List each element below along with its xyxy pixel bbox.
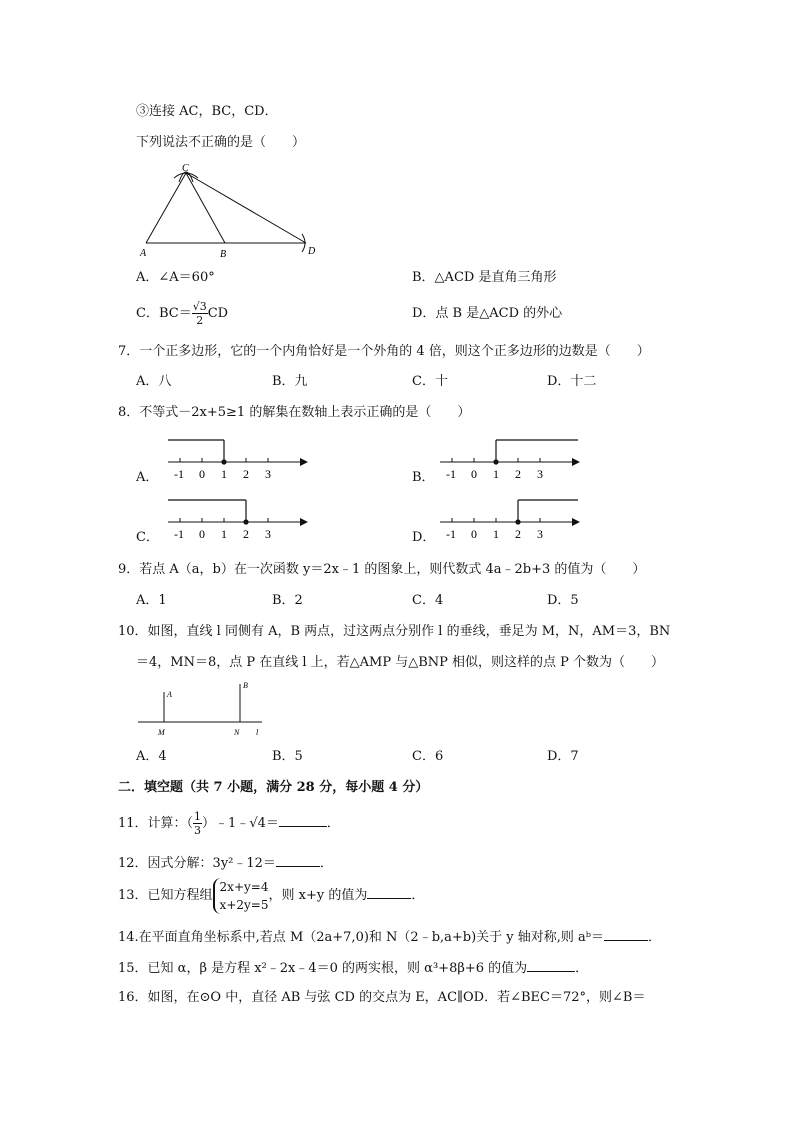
q11 (118, 810, 340, 837)
q6-step3: ③连接 AC，BC，CD． (136, 104, 278, 119)
q10-label-A: A (167, 690, 172, 699)
q8-option-d-label: D． (412, 530, 436, 545)
q9-option-b: B．2 (272, 593, 303, 608)
tick-label: 2 (515, 527, 521, 541)
q10-label-l: l (256, 728, 259, 737)
axis-arrow (300, 458, 308, 466)
q7-option-a: A．八 (136, 374, 172, 389)
q13-answer-blank[interactable] (367, 884, 411, 899)
q13-end: ． (411, 888, 425, 903)
q6-prompt: 下列说法不正确的是（ ） (136, 135, 306, 150)
q6-option-c-fraction: $\frac{√3}{2}$ (192, 300, 207, 327)
q6-option-d: D．点 B 是△ACD 的外心 (412, 306, 563, 321)
q6-triangle-figure (136, 160, 336, 260)
q9-option-c: C．4 (412, 593, 444, 608)
tick-label: 3 (537, 467, 543, 481)
q10-line1: 10．如图，直线 l 同侧有 A，B 两点，过这两点分别作 l 的垂线，垂足为 M，N，AM＝3，BN (118, 624, 671, 639)
q13-prefix: 13．已知方程组 (118, 888, 213, 903)
q6-option-a: A．∠A＝60° (136, 270, 215, 285)
q8-numberline-b (432, 436, 582, 486)
q9-text: 9．若点 A（a，b）在一次函数 y＝2x﹣1 的图象上，则代数式 4a﹣2b+3 的值为（ ） (118, 562, 646, 577)
q10-option-d: D．7 (547, 749, 579, 764)
axis-arrow (572, 518, 580, 526)
tick-label: 0 (471, 467, 477, 481)
q7-option-b: B．九 (272, 374, 308, 389)
q10-label-N: N (234, 728, 240, 737)
tick-label: 0 (471, 527, 477, 541)
q15-answer-blank[interactable] (527, 957, 575, 972)
q13 (118, 876, 424, 916)
q8-numberline-d (432, 496, 582, 546)
tick-label: 3 (537, 527, 543, 541)
tick-label: -1 (174, 527, 184, 541)
q13-equation-system: 2x+y=4 x+2y=5 (213, 878, 269, 914)
solution-point (243, 519, 248, 524)
q6-option-c (136, 300, 228, 327)
tick-label: 1 (221, 467, 227, 481)
q7-text: 7．一个正多边形，它的一个内角恰好是一个外角的 4 倍，则这个正多边形的边数是（ ） (118, 344, 650, 359)
q14-text: 14.在平面直角坐标系中,若点 M（2a+7,0)和 N（2﹣b,a+b)关于 y 轴对称,则 aᵇ＝ (118, 930, 605, 945)
tick-label: 2 (243, 467, 249, 481)
tick-label: 0 (199, 527, 205, 541)
q13-suffix: ，则 x+y 的值为 (268, 888, 368, 903)
axis-arrow (300, 518, 308, 526)
q12 (118, 852, 333, 874)
q11-answer-blank[interactable] (279, 812, 327, 827)
tick-label: 1 (221, 527, 227, 541)
q6-label-B: B (220, 249, 227, 260)
q15-end: ． (575, 961, 589, 976)
q16-text: 16．如图，在⊙O 中，直径 AB 与弦 CD 的交点为 E，AC∥OD．若∠BEC＝72°，则∠B＝ (118, 990, 646, 1005)
q8-text: 8．不等式－2x+5≥1 的解集在数轴上表示正确的是（ ） (118, 405, 471, 420)
q8-option-b-label: B． (412, 470, 435, 485)
q11-fraction: $\frac{1}{3}$ (194, 810, 202, 837)
tick-label: -1 (174, 467, 184, 481)
tick-label: 3 (265, 527, 271, 541)
q14-answer-blank[interactable] (604, 926, 648, 941)
q8-option-a-label: A． (136, 470, 159, 485)
q14 (118, 926, 661, 948)
solution-point (515, 519, 520, 524)
q12-answer-blank[interactable] (276, 852, 320, 867)
q11-end: ． (326, 816, 340, 831)
solution-point (221, 459, 226, 464)
q7-option-c: C．十 (412, 374, 448, 389)
q6-label-A: A (140, 248, 147, 259)
q7-option-d: D．十二 (547, 374, 597, 389)
tick-label: -1 (446, 527, 456, 541)
q8-numberline-a (160, 436, 310, 486)
q10-label-M: M (158, 728, 165, 737)
q14-end: ． (648, 930, 662, 945)
q15 (118, 957, 588, 979)
tick-label: 1 (493, 467, 499, 481)
q10-option-c: C．6 (412, 749, 444, 764)
tick-label: 2 (515, 467, 521, 481)
solution-point (493, 459, 498, 464)
tick-label: 2 (243, 527, 249, 541)
tick-label: 0 (199, 467, 205, 481)
tick-label: -1 (446, 467, 456, 481)
q10-label-B: B (243, 681, 248, 690)
q12-end: ． (319, 856, 333, 871)
q8-numberline-c (160, 496, 310, 546)
q11-prefix: 11．计算：（ (118, 816, 194, 831)
q10-option-b: B．5 (272, 749, 303, 764)
axis-arrow (572, 458, 580, 466)
q10-figure (136, 678, 276, 738)
q15-text: 15．已知 α，β 是方程 x²﹣2x﹣4＝0 的两实根，则 α³+8β+6 的值为 (118, 961, 528, 976)
q6-label-D: D (308, 246, 316, 257)
tick-label: 3 (265, 467, 271, 481)
section-2-heading: 二．填空题（共 7 小题，满分 28 分，每小题 4 分） (118, 780, 429, 795)
q9-option-a: A．1 (136, 593, 167, 608)
q11-suffix: ）﹣1﹣√4＝ (202, 816, 279, 831)
q6-option-c-prefix: C．BC＝ (136, 306, 192, 321)
q6-option-b: B．△ACD 是直角三角形 (412, 270, 557, 285)
q12-text: 12．因式分解：3y²﹣12＝ (118, 856, 276, 871)
q6-label-C: C (182, 163, 189, 174)
tick-label: 1 (493, 527, 499, 541)
q10-option-a: A．4 (136, 749, 167, 764)
q8-option-c-label: C． (136, 530, 159, 545)
q9-option-d: D．5 (547, 593, 579, 608)
q6-option-c-suffix: CD (207, 306, 229, 321)
q10-line2: ＝4，MN＝8，点 P 在直线 l 上，若△AMP 与△BNP 相似，则这样的点 P 个数为（ ） (136, 655, 665, 670)
